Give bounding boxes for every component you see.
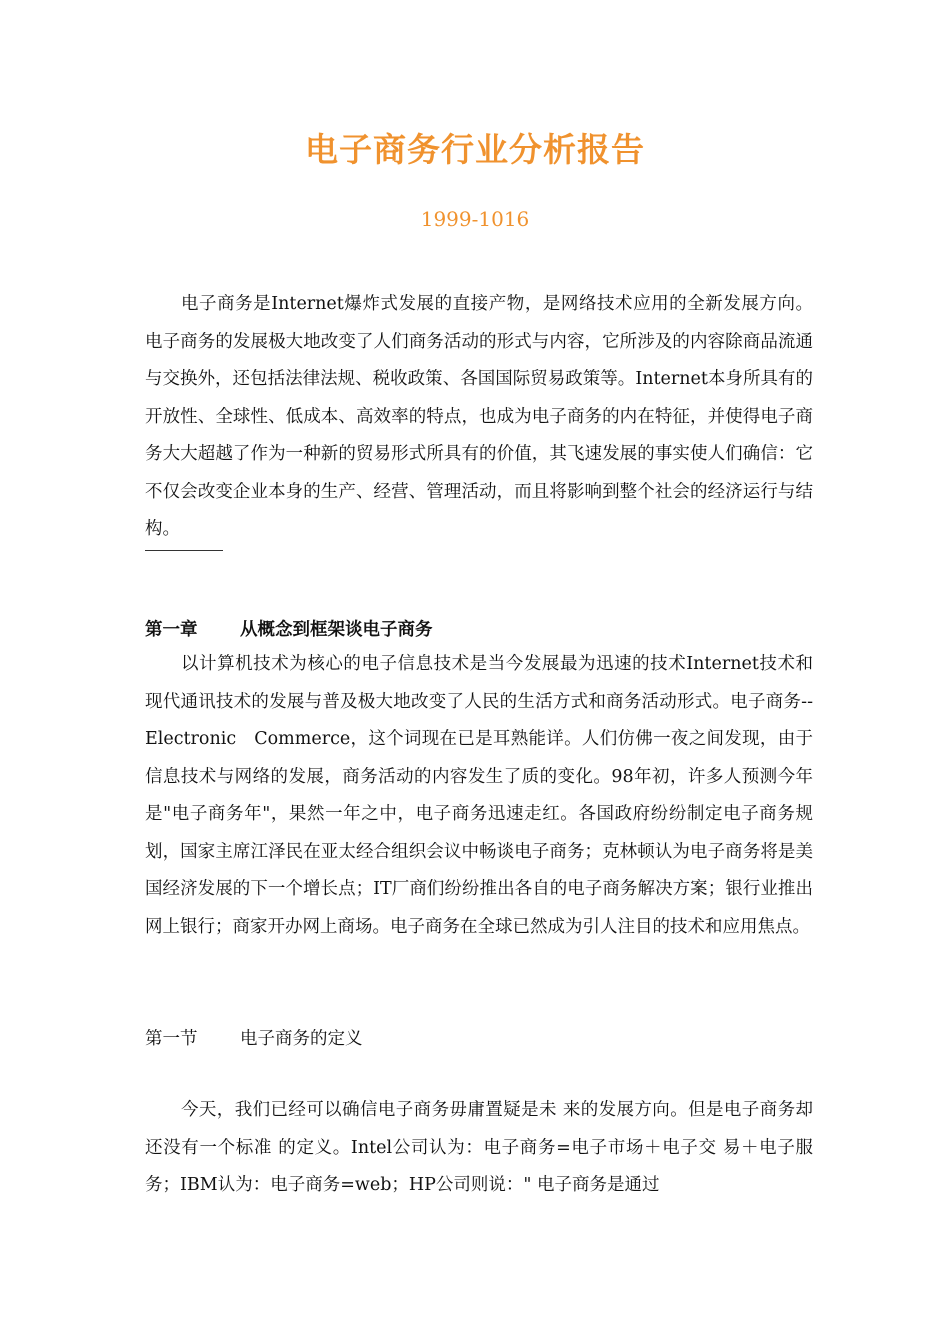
- section-heading: [145, 1025, 363, 1053]
- chapter-body-paragraph: 以计算机技术为核心的电子信息技术是当今发展最为迅速的技术Internet技术和现代通讯技术的发展与普及极大地改变了人民的生活方式和商务活动形式。电子商务--Electronic Commerce，这个词现在已是耳熟能详。人们仿佛一夜之间发现，由于信息技术与网络的发展，商务活动的内容发生了质的变化。98年初，许多人预测今年是"电子商务年"，果然一年之中，电子商务迅速走红。各国政府纷纷制定电子商务规划，国家主席江泽民在亚太经合组织会议中畅谈电子商务；克林顿认为电子商务将是美国经济发展的下一个增长点；IT厂商们纷纷推出各自的电子商务解决方案；银行业推出网上银行；商家开办网上商场。电子商务在全球已然成为引人注目的技术和应用焦点。: [145, 654, 813, 937]
- document-date: 1999-1016: [420, 207, 530, 231]
- chapter-title: 从概念到框架谈电子商务: [240, 620, 433, 640]
- footnote-divider: [145, 550, 223, 551]
- section-body-paragraph: 今天，我们已经可以确信电子商务毋庸置疑是未 来的发展方向。但是电子商务却还没有一个标准 的定义。Intel公司认为：电子商务=电子市场＋电子交 易＋电子服务；IBM认为：电子商务=web；HP公司则说：" 电子商务是通过: [145, 1100, 813, 1195]
- document-title: 电子商务行业分析报告: [305, 130, 645, 169]
- chapter-heading: [145, 616, 433, 644]
- section-title: 电子商务的定义: [240, 1029, 363, 1049]
- section-number: 第一节: [145, 1029, 198, 1049]
- intro-paragraph: 电子商务是Internet爆炸式发展的直接产物，是网络技术应用的全新发展方向。电子商务的发展极大地改变了人们商务活动的形式与内容，它所涉及的内容除商品流通与交换外，还包括法律法规、税收政策、各国国际贸易政策等。Internet本身所具有的开放性、全球性、低成本、高效率的特点，也成为电子商务的内在特征，并使得电子商务大大超越了作为一种新的贸易形式所具有的价值，其飞速发展的事实使人们确信：它不仅会改变企业本身的生产、经营、管理活动，而且将影响到整个社会的经济运行与结构。: [145, 294, 813, 539]
- chapter-number: 第一章: [145, 620, 198, 640]
